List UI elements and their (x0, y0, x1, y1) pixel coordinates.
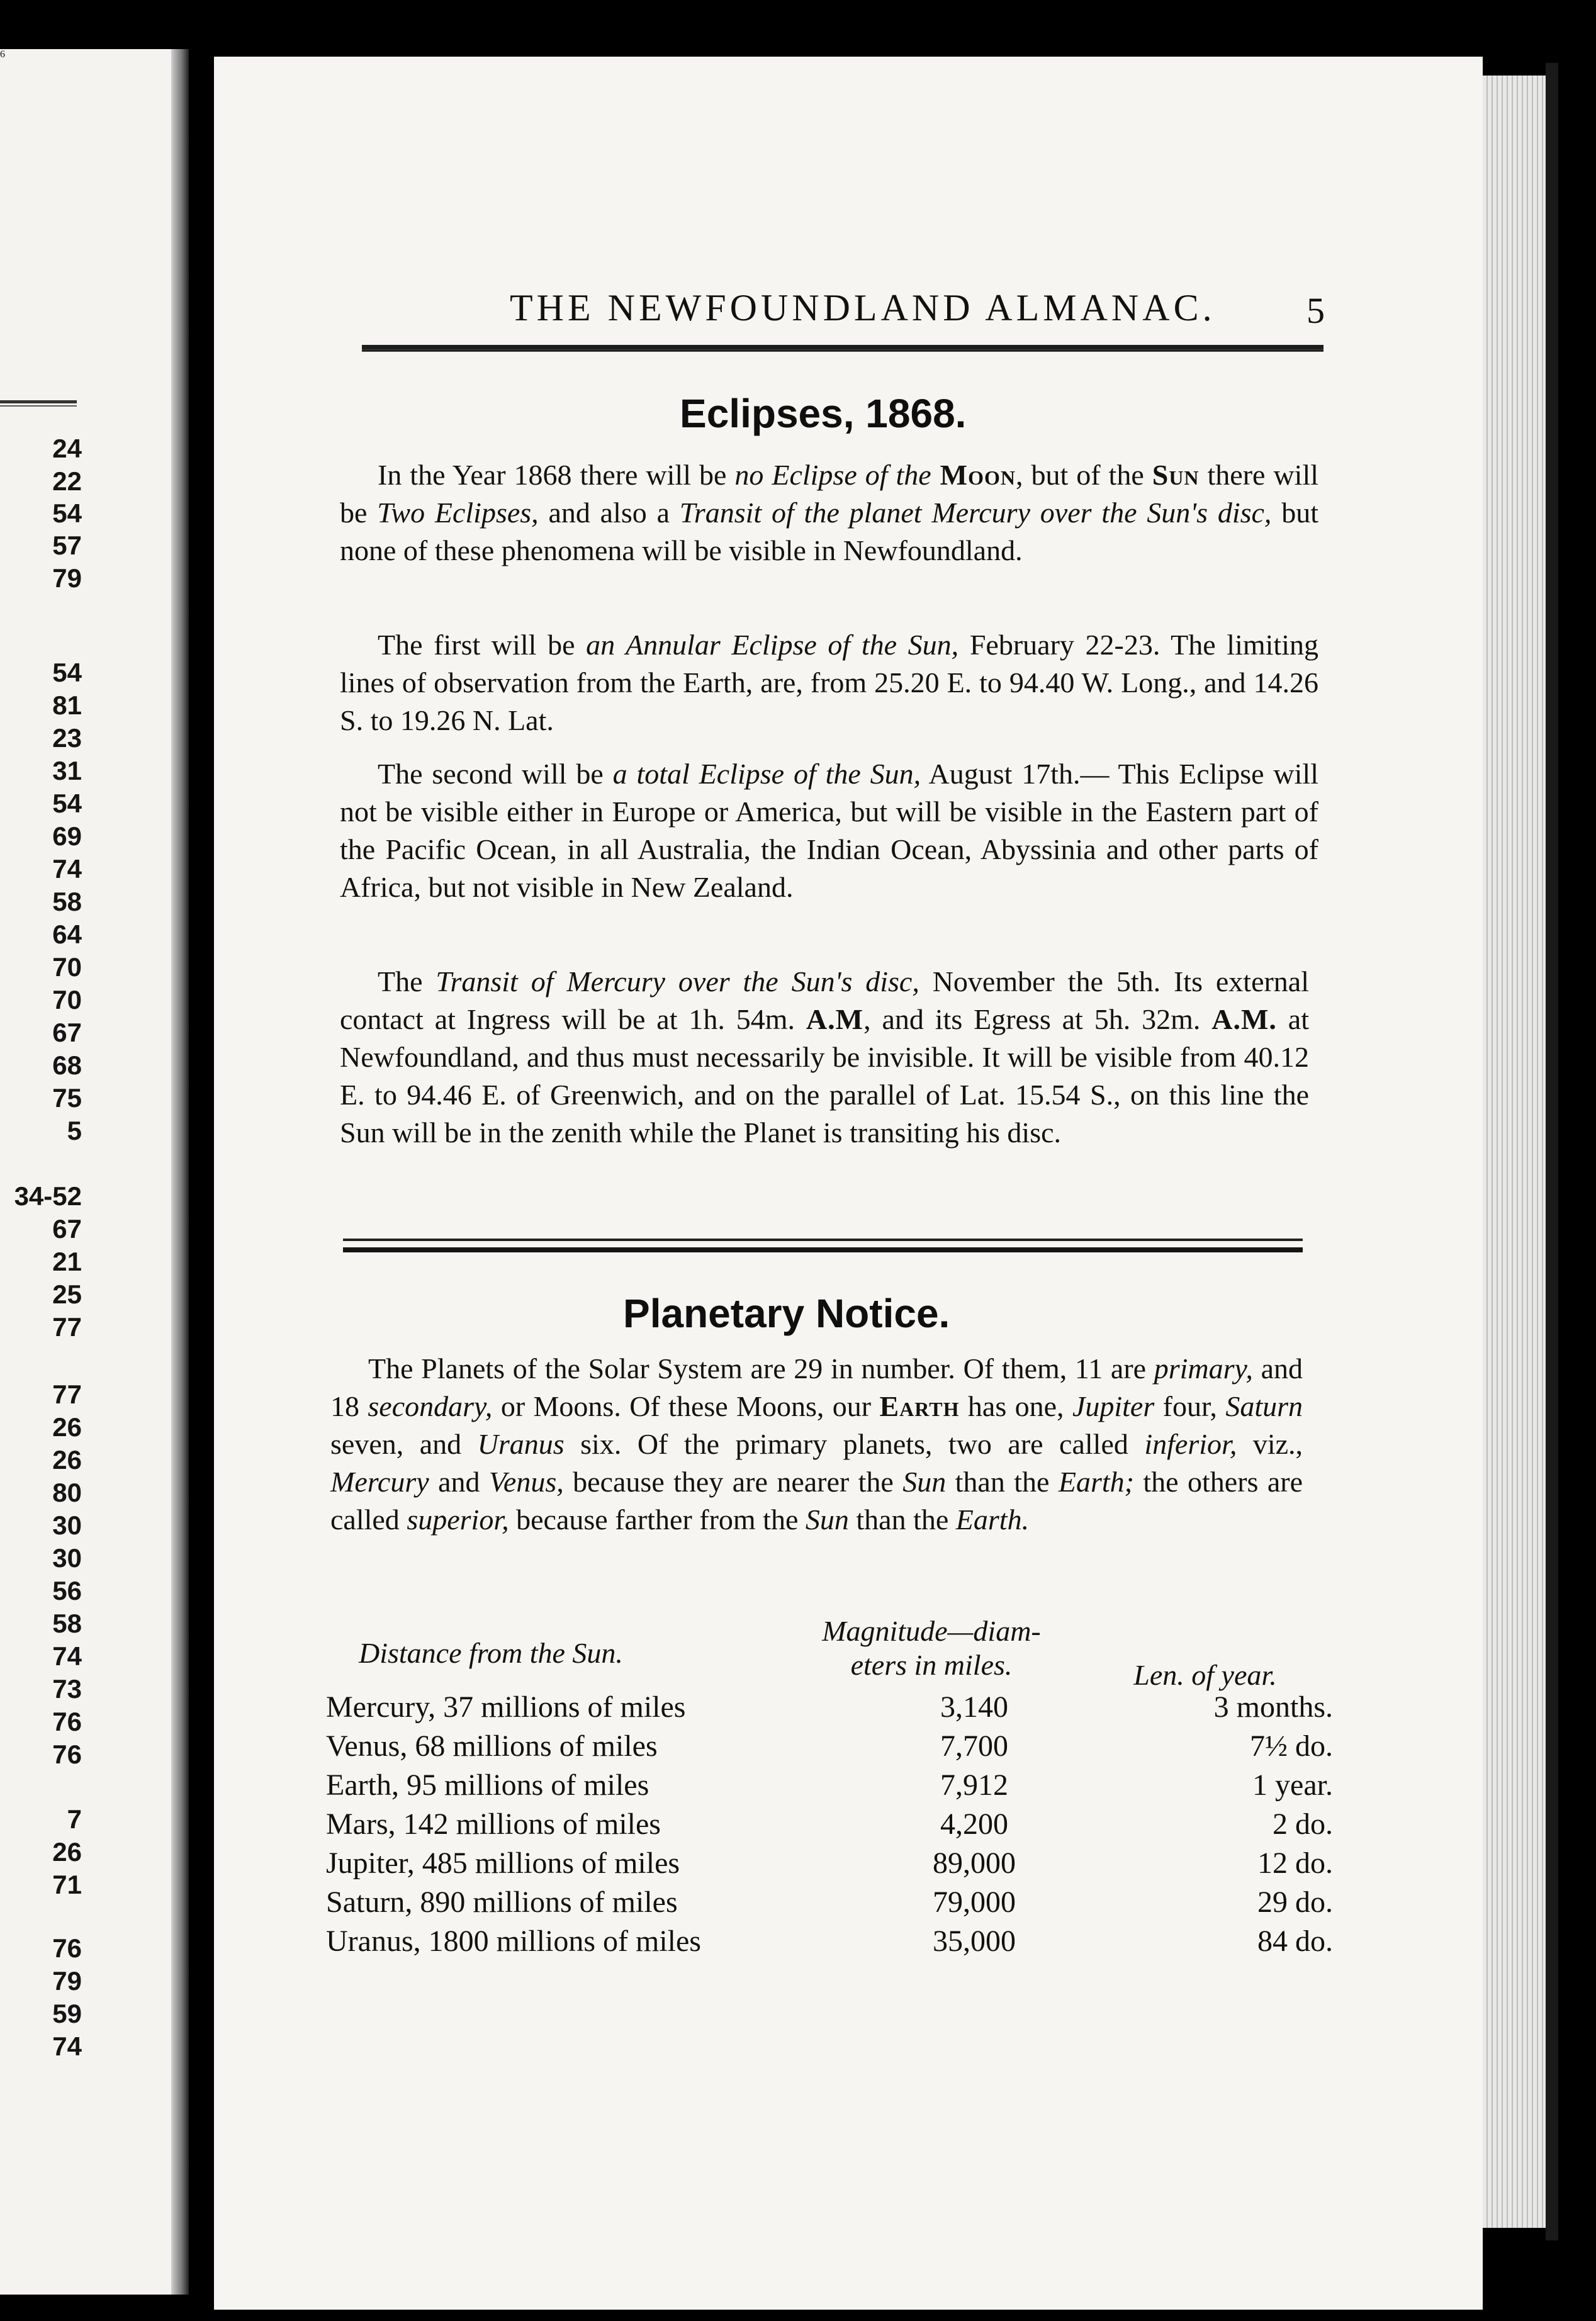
left-page-number-column (0, 49, 82, 2295)
left-page-number: 26 (52, 1837, 82, 1867)
left-page-number: 67 (52, 1214, 82, 1244)
book-gutter (171, 49, 189, 2295)
planetary-intro: The Planets of the Solar System are 29 in number. Of them, 11 are primary, and 18 secondary, or Moons. Of these Moons, our Earth has one, Jupiter four, Saturn seven, and Uranus six. Of the primary planets, two are called inferior, viz., Mercury and Venus, because they are nearer the Sun than the Earth; the others are called superior, because farther from the Sun than the Earth. (330, 1352, 1303, 1536)
planet-magnitude: 7,700 (940, 1729, 1008, 1763)
eclipses-paragraph-3: The second will be a total Eclipse of the Sun, August 17th.— This Eclipse will not be visible either in Europe or America, but will be visible in the Eastern part of the Pacific Ocean, in all Australia, the Indian Ocean, Abyssinia and other parts of Africa, but not visible in New Zealand. (340, 758, 1318, 903)
planet-distance: Uranus, 1800 millions of miles (326, 1925, 701, 1958)
left-page-number: 59 (52, 1999, 82, 2028)
column-header-year: Len. of year. (1133, 1659, 1277, 1691)
left-page-number: 54 (52, 498, 82, 528)
left-page-number: 22 (52, 466, 82, 496)
left-page-number: 5 (67, 1116, 82, 1145)
left-page-number: 21 (52, 1247, 82, 1276)
planet-year-length: 1 year. (1252, 1768, 1333, 1802)
planet-distance: Venus, 68 millions of miles (326, 1729, 658, 1763)
planet-distance: Jupiter, 485 millions of miles (326, 1846, 680, 1880)
left-page-number: 79 (52, 1966, 82, 1996)
left-page-number: 76 (52, 1933, 82, 1963)
left-page-number: 30 (52, 1510, 82, 1540)
left-page-number: 54 (52, 658, 82, 687)
section-rule-thick (343, 1247, 1303, 1252)
left-page-number: 64 (52, 919, 82, 949)
left-page-number: 58 (52, 1609, 82, 1638)
table-row (326, 1924, 1333, 1963)
running-title: THE NEWFOUNDLAND ALMANAC. (510, 287, 1216, 329)
left-page-number: 67 (52, 1018, 82, 1047)
planet-magnitude: 89,000 (933, 1846, 1016, 1880)
eclipses-title: Eclipses, 1868. (680, 391, 967, 436)
column-header-distance: Distance from the Sun. (359, 1637, 623, 1669)
left-page-number: 26 (52, 1445, 82, 1475)
left-page-number: 26 (52, 1412, 82, 1442)
left-page-fragment: 6 (0, 49, 5, 60)
left-page-number: 24 (52, 434, 82, 463)
left-page-number: 73 (52, 1674, 82, 1704)
table-row (326, 1807, 1333, 1846)
header-rule (362, 345, 1323, 352)
planet-magnitude: 7,912 (940, 1768, 1008, 1802)
table-row (326, 1729, 1333, 1768)
left-page-number: 74 (52, 854, 82, 884)
left-page-number: 76 (52, 1707, 82, 1736)
table-row (326, 1690, 1333, 1729)
planet-distance: Earth, 95 millions of miles (326, 1768, 649, 1802)
page-edges (1483, 76, 1546, 2228)
left-page-number: 76 (52, 1739, 82, 1769)
eclipses-paragraph-1: In the Year 1868 there will be no Eclipse of the Moon, but of the Sun there will be Two Eclipses, and also a Transit of the planet Mercury over the Sun's disc, but none of these phenomena will be visible in Newfoundland. (340, 459, 1319, 566)
column-header-magnitude (787, 1614, 1076, 1682)
left-page-number: 80 (52, 1478, 82, 1507)
left-page-number: 70 (52, 952, 82, 982)
eclipses-paragraph-4: The Transit of Mercury over the Sun's disc, November the 5th. Its external contact at Ingress will be at 1h. 54m. A.M, and its Egress at 5h. 32m. A.M. at Newfoundland, and thus must necessarily be invisible. It will be visible from 40.12 E. to 94.46 E. of Greenwich, and on the parallel of Lat. 15.54 S., on this line the Sun will be in the zenith while the Planet is transiting his disc. (340, 965, 1310, 1149)
planet-year-length: 3 months. (1213, 1690, 1333, 1724)
left-page-number: 56 (52, 1576, 82, 1605)
left-page-number: 69 (52, 821, 82, 851)
left-page-number: 58 (52, 887, 82, 916)
left-facing-page (0, 49, 189, 2295)
left-page-number: 79 (52, 563, 82, 593)
left-page-number: 25 (52, 1279, 82, 1309)
left-page-number: 23 (52, 723, 82, 753)
left-page-number: 7 (67, 1804, 82, 1834)
left-page-number: 54 (52, 789, 82, 818)
left-page-number: 77 (52, 1312, 82, 1342)
planet-year-length: 84 do. (1257, 1925, 1333, 1958)
left-page-number: 68 (52, 1050, 82, 1080)
left-page-number: 77 (52, 1380, 82, 1409)
planet-magnitude: 35,000 (933, 1925, 1016, 1958)
planet-magnitude: 3,140 (940, 1690, 1008, 1724)
table-row (326, 1885, 1333, 1924)
left-page-number: 34-52 (14, 1181, 82, 1211)
planetary-title: Planetary Notice. (623, 1291, 950, 1336)
page-number: 5 (1307, 290, 1325, 331)
left-page-number: 74 (52, 1641, 82, 1671)
left-page-number: 31 (52, 756, 82, 785)
planet-distance: Mars, 142 millions of miles (326, 1807, 661, 1841)
left-page-number: 70 (52, 985, 82, 1014)
planet-distance: Saturn, 890 millions of miles (326, 1885, 678, 1919)
planet-magnitude: 4,200 (940, 1807, 1008, 1841)
column-header-magnitude-line-2: eters in miles. (850, 1649, 1013, 1681)
left-page-number: 75 (52, 1083, 82, 1113)
section-rule-thin (343, 1239, 1303, 1241)
planet-year-length: 7½ do. (1250, 1729, 1333, 1763)
left-page-number: 30 (52, 1543, 82, 1573)
planet-year-length: 2 do. (1273, 1807, 1333, 1841)
planet-magnitude: 79,000 (933, 1885, 1016, 1919)
left-page-number: 57 (52, 531, 82, 560)
left-page-number: 81 (52, 690, 82, 720)
column-header-magnitude-line-1: Magnitude—diam- (822, 1615, 1041, 1647)
left-page-number: 71 (52, 1870, 82, 1899)
eclipses-paragraph-2: The first will be an Annular Eclipse of the Sun, February 22-23. The limiting lines of observation from the Earth, are, from 25.20 E. to 94.40 W. Long., and 14.26 S. to 19.26 N. Lat. (340, 629, 1318, 736)
planet-year-length: 29 do. (1257, 1885, 1333, 1919)
table-row (326, 1768, 1333, 1807)
page-edge-shadow (1546, 63, 1558, 2240)
planet-year-length: 12 do. (1257, 1846, 1333, 1880)
left-page-number: 74 (52, 2032, 82, 2061)
planet-distance: Mercury, 37 millions of miles (326, 1690, 686, 1724)
table-row (326, 1846, 1333, 1885)
